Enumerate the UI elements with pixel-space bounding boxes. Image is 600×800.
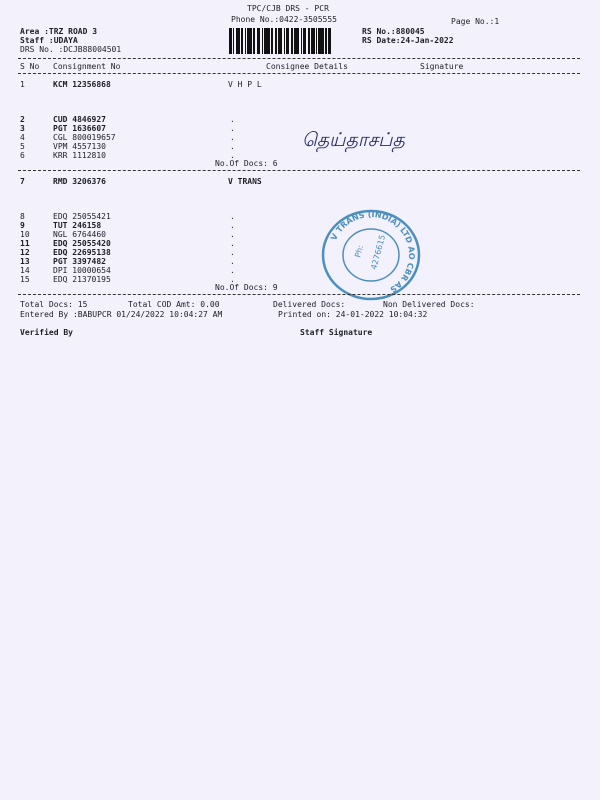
row-consignment: EDQ 25055421 <box>53 212 111 221</box>
row-sno: 10 <box>20 230 30 239</box>
total-docs: Total Docs: 15 <box>20 300 88 309</box>
row-sno: 13 <box>20 257 30 266</box>
row-dot: . <box>230 133 235 142</box>
row-dot: . <box>230 230 235 239</box>
row-sno: 12 <box>20 248 30 257</box>
entered-by: Entered By :BABUPCR 01/24/2022 10:04:27 AM <box>20 310 223 319</box>
docs-count: No.Of Docs: 6 <box>215 159 278 168</box>
row-sno: 3 <box>20 124 25 133</box>
row-dot: . <box>230 142 235 151</box>
drs-number: DRS No. :DCJB88004501 <box>20 45 122 54</box>
barcode-image <box>229 28 331 54</box>
row-sno: 11 <box>20 239 30 248</box>
row-sno: 8 <box>20 212 25 221</box>
company-stamp <box>320 208 422 302</box>
row-consignment: RMD 3206376 <box>53 177 106 186</box>
column-consignee: Consignee Details <box>266 62 348 71</box>
row-consignment: VPM 4557130 <box>53 142 106 151</box>
stamp-text: V TRANS (INDIA) LTD AO CBR AS <box>329 209 417 295</box>
row-sno: 5 <box>20 142 25 151</box>
page-number: Page No.:1 <box>451 17 500 26</box>
divider <box>18 170 580 171</box>
row-consignment: EDQ 25055420 <box>53 239 111 248</box>
row-sno: 15 <box>20 275 30 284</box>
docs-count: No.Of Docs: 9 <box>215 283 278 292</box>
row-dot: . <box>230 115 235 124</box>
column-sno: S No <box>20 62 40 71</box>
area-label: Area :TRZ ROAD 3 <box>20 27 98 36</box>
non-delivered-docs: Non Delivered Docs: <box>383 300 475 309</box>
stamp-number: 4276615 <box>369 233 388 271</box>
printed-on: Printed on: 24-01-2022 10:04:32 <box>278 310 428 319</box>
row-consignment: PGT 3397482 <box>53 257 106 266</box>
row-sno: 1 <box>20 80 25 89</box>
row-sno: 14 <box>20 266 30 275</box>
handwritten-signature <box>300 118 530 158</box>
table-row <box>0 80 600 90</box>
row-consignment: CGL 800019657 <box>53 133 116 142</box>
verified-by: Verified By <box>20 328 73 337</box>
stamp-phone: Ph: <box>353 244 366 259</box>
table-row <box>0 177 600 187</box>
row-consignment: CUD 4846927 <box>53 115 106 124</box>
row-dot: . <box>230 257 235 266</box>
rs-number: RS No.:880045 <box>362 27 425 36</box>
row-sno: 9 <box>20 221 25 230</box>
divider <box>18 73 580 74</box>
row-consignment: EDQ 21370195 <box>53 275 111 284</box>
signature-text: தெய்தாசப்த <box>302 129 405 151</box>
row-dot: . <box>230 239 235 248</box>
table-row <box>0 275 600 285</box>
row-consignment: KCM 12356868 <box>53 80 111 89</box>
report-title: TPC/CJB DRS - PCR <box>247 4 329 13</box>
row-sno: 4 <box>20 133 25 142</box>
row-consignment: NGL 6764460 <box>53 230 106 239</box>
row-sno: 2 <box>20 115 25 124</box>
row-sno: 6 <box>20 151 25 160</box>
row-sno: 7 <box>20 177 25 186</box>
row-dot: . <box>230 275 235 284</box>
divider <box>18 58 580 59</box>
row-consignment: KRR 1112810 <box>53 151 106 160</box>
row-dot: . <box>230 151 235 160</box>
phone-number: Phone No.:0422-3505555 <box>231 15 337 24</box>
row-dot: . <box>230 248 235 257</box>
row-consignment: DPI 10000654 <box>53 266 111 275</box>
rs-date: RS Date:24-Jan-2022 <box>362 36 454 45</box>
column-signature: Signature <box>420 62 464 71</box>
staff-signature: Staff Signature <box>300 328 373 337</box>
staff-label: Staff :UDAYA <box>20 36 78 45</box>
row-dot: . <box>230 124 235 133</box>
row-dot: . <box>230 266 235 275</box>
delivered-docs: Delivered Docs: <box>273 300 346 309</box>
row-consignment: TUT 246158 <box>53 221 102 230</box>
row-consignment: PGT 1636607 <box>53 124 106 133</box>
row-consignment: EDQ 22695138 <box>53 248 111 257</box>
row-dot: . <box>230 221 235 230</box>
row-consignee: V TRANS <box>228 177 262 186</box>
total-cod: Total COD Amt: 0.00 <box>128 300 220 309</box>
row-dot: . <box>230 212 235 221</box>
column-consignment: Consignment No <box>53 62 121 71</box>
divider <box>18 294 580 295</box>
row-consignee: V H P L <box>228 80 262 89</box>
